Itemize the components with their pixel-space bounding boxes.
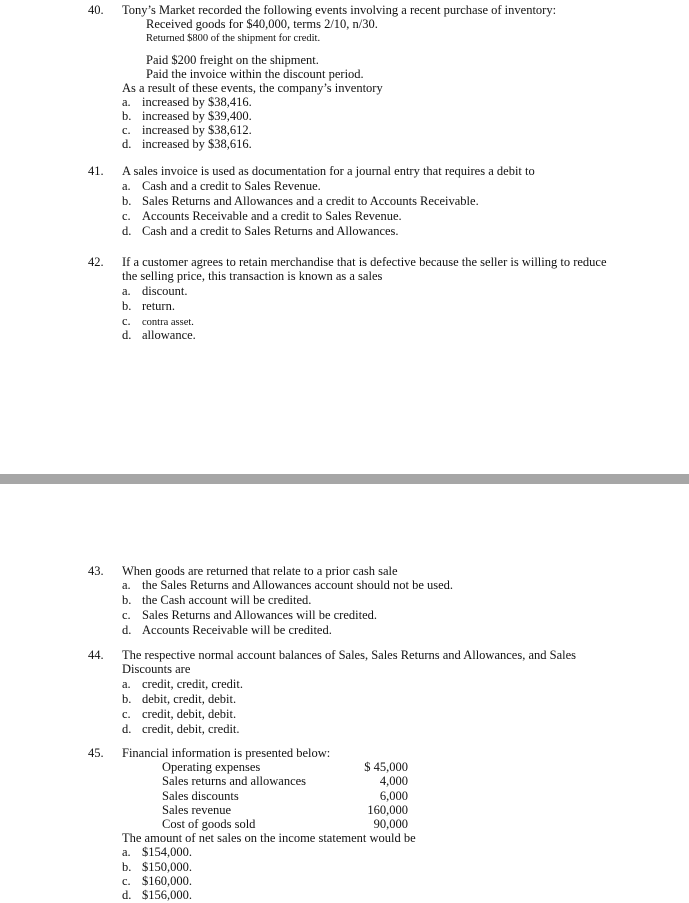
question-number: 41. [88,164,104,178]
option-letter: d. [122,888,132,902]
question-stem-line-2: the selling price, this transaction is known as a sales [122,269,383,283]
answer-option-b[interactable] [122,692,236,707]
option-text: Sales Returns and Allowances and a credit to Accounts Receivable. [142,194,479,208]
option-text: credit, debit, credit. [142,722,240,736]
event-line: Received goods for $40,000, terms 2/10, n/30. [146,17,378,31]
option-text: $156,000. [142,888,192,902]
financial-amount: $ 45,000 [364,760,408,774]
stem-text: The respective normal account balances of Sales, Sales Returns and Allowances, and Sales [122,648,577,662]
question-stem: A sales invoice is used as documentation for a journal entry that requires a debit to [122,164,535,178]
option-letter: c. [122,314,131,328]
financial-row [162,760,408,774]
option-letter: c. [122,874,131,888]
answer-option-c[interactable] [122,874,192,889]
answer-option-d[interactable] [122,722,240,737]
option-letter: c. [122,209,131,223]
question-number: 43. [88,564,104,578]
option-letter: d. [122,623,132,637]
question-number: 40. [88,3,104,17]
answer-option-a[interactable] [122,845,192,860]
financial-amount: 4,000 [379,774,408,788]
financial-amount: 90,000 [373,817,408,831]
option-text: increased by $38,616. [142,137,252,151]
option-letter: d. [122,137,132,151]
option-text: discount. [142,284,188,298]
option-letter: c. [122,123,131,137]
option-text: return. [142,299,175,313]
option-text: allowance. [142,328,196,342]
question-stem-line-2: Discounts are [122,662,191,676]
option-letter: b. [122,860,132,874]
answer-option-c[interactable] [122,123,252,138]
option-letter: d. [122,224,132,238]
financial-label: Sales discounts [162,789,239,803]
option-letter: a. [122,578,131,592]
question-number: 45. [88,746,104,760]
option-letter: d. [122,722,132,736]
option-letter: a. [122,179,131,193]
answer-option-c[interactable] [122,209,402,224]
option-text: Sales Returns and Allowances will be credited. [142,608,378,622]
answer-option-a[interactable] [122,284,187,299]
option-letter: b. [122,109,132,123]
question-stem: Tony’s Market recorded the following events involving a recent purchase of inventory: [122,3,557,17]
option-letter: c. [122,707,131,721]
answer-option-d[interactable] [122,623,332,638]
option-text: $150,000. [142,860,192,874]
option-letter: b. [122,194,132,208]
answer-option-d[interactable] [122,888,192,903]
answer-option-c[interactable] [122,707,236,722]
answer-option-d[interactable] [122,328,196,343]
option-text: Cash and a credit to Sales Returns and Allowances. [142,224,399,238]
answer-option-b[interactable] [122,860,192,875]
answer-option-a[interactable] [122,578,453,593]
option-letter: a. [122,284,131,298]
option-text: debit, credit, debit. [142,692,237,706]
answer-option-c[interactable] [122,608,377,623]
option-text: Accounts Receivable and a credit to Sales Revenue. [142,209,402,223]
page-separator [0,474,689,484]
option-letter: b. [122,299,132,313]
question-number: 42. [88,255,104,269]
event-line: Paid $200 freight on the shipment. [146,53,319,67]
question-stem-line-1 [122,648,612,663]
financial-amount: 160,000 [367,803,408,817]
event-line: Paid the invoice within the discount period. [146,67,364,81]
page-bottom [0,484,689,902]
answer-option-d[interactable] [122,224,399,239]
option-letter: b. [122,593,132,607]
financial-row [162,817,408,831]
option-text: the Sales Returns and Allowances account should not be used. [142,578,454,592]
answer-option-b[interactable] [122,299,175,314]
option-text: increased by $38,612. [142,123,252,137]
financial-amount: 6,000 [379,789,408,803]
question-stem: When goods are returned that relate to a prior cash sale [122,564,398,578]
option-text: Accounts Receivable will be credited. [142,623,332,637]
option-text: contra asset. [142,317,194,328]
answer-option-a[interactable] [122,677,243,692]
option-letter: a. [122,95,131,109]
answer-option-d[interactable] [122,137,252,152]
question-stem-line-1: If a customer agrees to retain merchandise that is defective because the seller is willing to reduce [122,255,607,269]
option-text: increased by $39,400. [142,109,252,123]
option-text: increased by $38,416. [142,95,252,109]
option-letter: a. [122,845,131,859]
financial-label: Cost of goods sold [162,817,256,831]
answer-option-a[interactable] [122,95,252,110]
financial-label: Operating expenses [162,760,261,774]
option-text: $154,000. [142,845,192,859]
question-prompt: As a result of these events, the company’s inventory [122,81,383,95]
answer-option-b[interactable] [122,109,252,124]
financial-label: Sales returns and allowances [162,774,307,788]
answer-option-b[interactable] [122,194,479,209]
option-text: Cash and a credit to Sales Revenue. [142,179,321,193]
option-letter: d. [122,328,132,342]
answer-option-a[interactable] [122,179,321,194]
option-letter: a. [122,677,131,691]
financial-label: Sales revenue [162,803,232,817]
question-stem: Financial information is presented below: [122,746,331,760]
option-text: credit, debit, debit. [142,707,237,721]
event-line: Returned $800 of the shipment for credit. [146,33,321,44]
option-letter: b. [122,692,132,706]
question-prompt: The amount of net sales on the income statement would be [122,831,416,845]
financial-row [162,803,408,817]
financial-row [162,774,408,788]
question-number: 44. [88,648,104,662]
option-text: $160,000. [142,874,192,888]
financial-row [162,789,408,803]
option-letter: c. [122,608,131,622]
option-text: the Cash account will be credited. [142,593,312,607]
answer-option-b[interactable] [122,593,311,608]
option-text: credit, credit, credit. [142,677,243,691]
